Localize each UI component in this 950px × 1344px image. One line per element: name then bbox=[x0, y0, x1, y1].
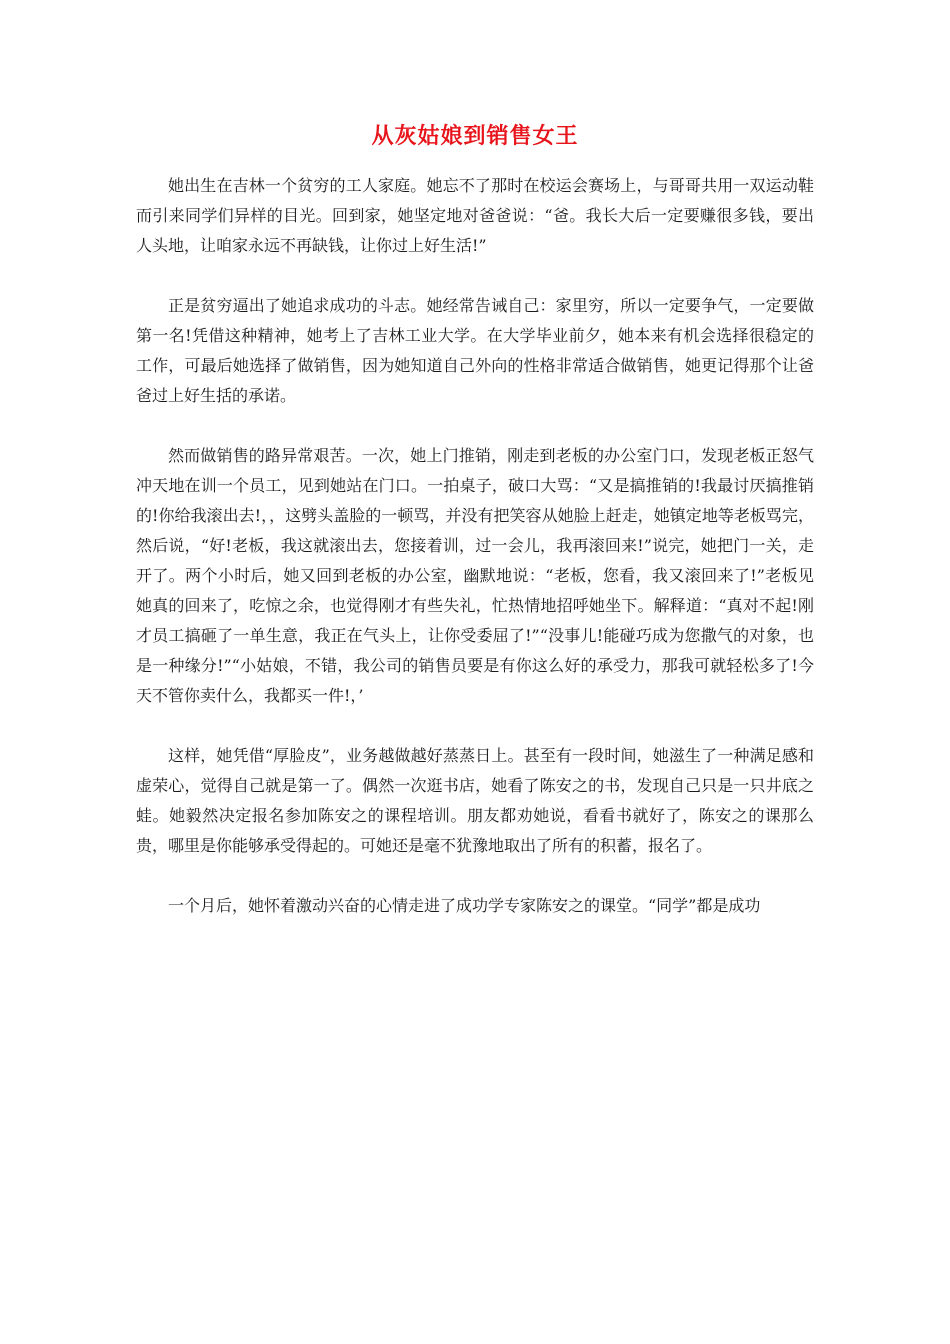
paragraph: 然而做销售的路异常艰苦。一次，她上门推销，刚走到老板的办公室门口，发现老板正怒气冲天地在训一个员工，见到她站在门口。一拍桌子，破口大骂：“又是搞推销的!我最讨厌搞推销的!你给我滚出去!，，这劈头盖脸的一顿骂，并没有把笑容从她脸上赶走，她镇定地等老板骂完，然后说，“好!老板，我这就滚出去，您接着训，过一会儿，我再滚回来!”说完，她把门一关，走开了。两个小时后，她又回到老板的办公室，幽默地说：“老板，您看，我又滚回来了!”老板见她真的回来了，吃惊之余，也觉得刚才有些失礼，忙热情地招呼她坐下。解释道：“真对不起!刚才员工搞砸了一单生意，我正在气头上，让你受委屈了!”“没事儿!能碰巧成为您撒气的对象，也是一种缘分!”“小姑娘，不错，我公司的销售员要是有你这么好的承受力，那我可就轻松多了!今天不管你卖什么，我都买一件!，’ bbox=[136, 446, 814, 705]
document-body bbox=[136, 171, 814, 921]
paragraph: 一个月后，她怀着激动兴奋的心情走进了成功学专家陈安之的课堂。“同学”都是成功 bbox=[168, 896, 761, 915]
paragraph: 这样，她凭借“厚脸皮”，业务越做越好蒸蒸日上。甚至有一段时间，她滋生了一种满足感和虚荣心，觉得自己就是第一了。偶然一次逛书店，她看了陈安之的书，发现自己只是一只井底之蛙。她毅然决定报名参加陈安之的课程培训。朋友都劝她说，看看书就好了，陈安之的课那么贵，哪里是你能够承受得起的。可她还是毫不犹豫地取出了所有的积蓄，报名了。 bbox=[136, 746, 814, 855]
document-title: 从灰姑娘到销售女王 bbox=[371, 123, 579, 149]
paragraph: 她出生在吉林一个贫穷的工人家庭。她忘不了那时在校运会赛场上，与哥哥共用一双运动鞋而引来同学们异样的目光。回到家，她坚定地对爸爸说：“爸。我长大后一定要赚很多钱，要出人头地，让咱家永远不再缺钱，让你过上好生活!” bbox=[136, 176, 814, 255]
paragraph: 正是贫穷逼出了她追求成功的斗志。她经常告诫自己：家里穷，所以一定要争气，一定要做第一名!凭借这种精神，她考上了吉林工业大学。在大学毕业前夕，她本来有机会选择很稳定的工作，可最后她选择了做销售，因为她知道自己外向的性格非常适合做销售，她更记得那个让爸爸过上好生括的承诺。 bbox=[136, 296, 814, 405]
